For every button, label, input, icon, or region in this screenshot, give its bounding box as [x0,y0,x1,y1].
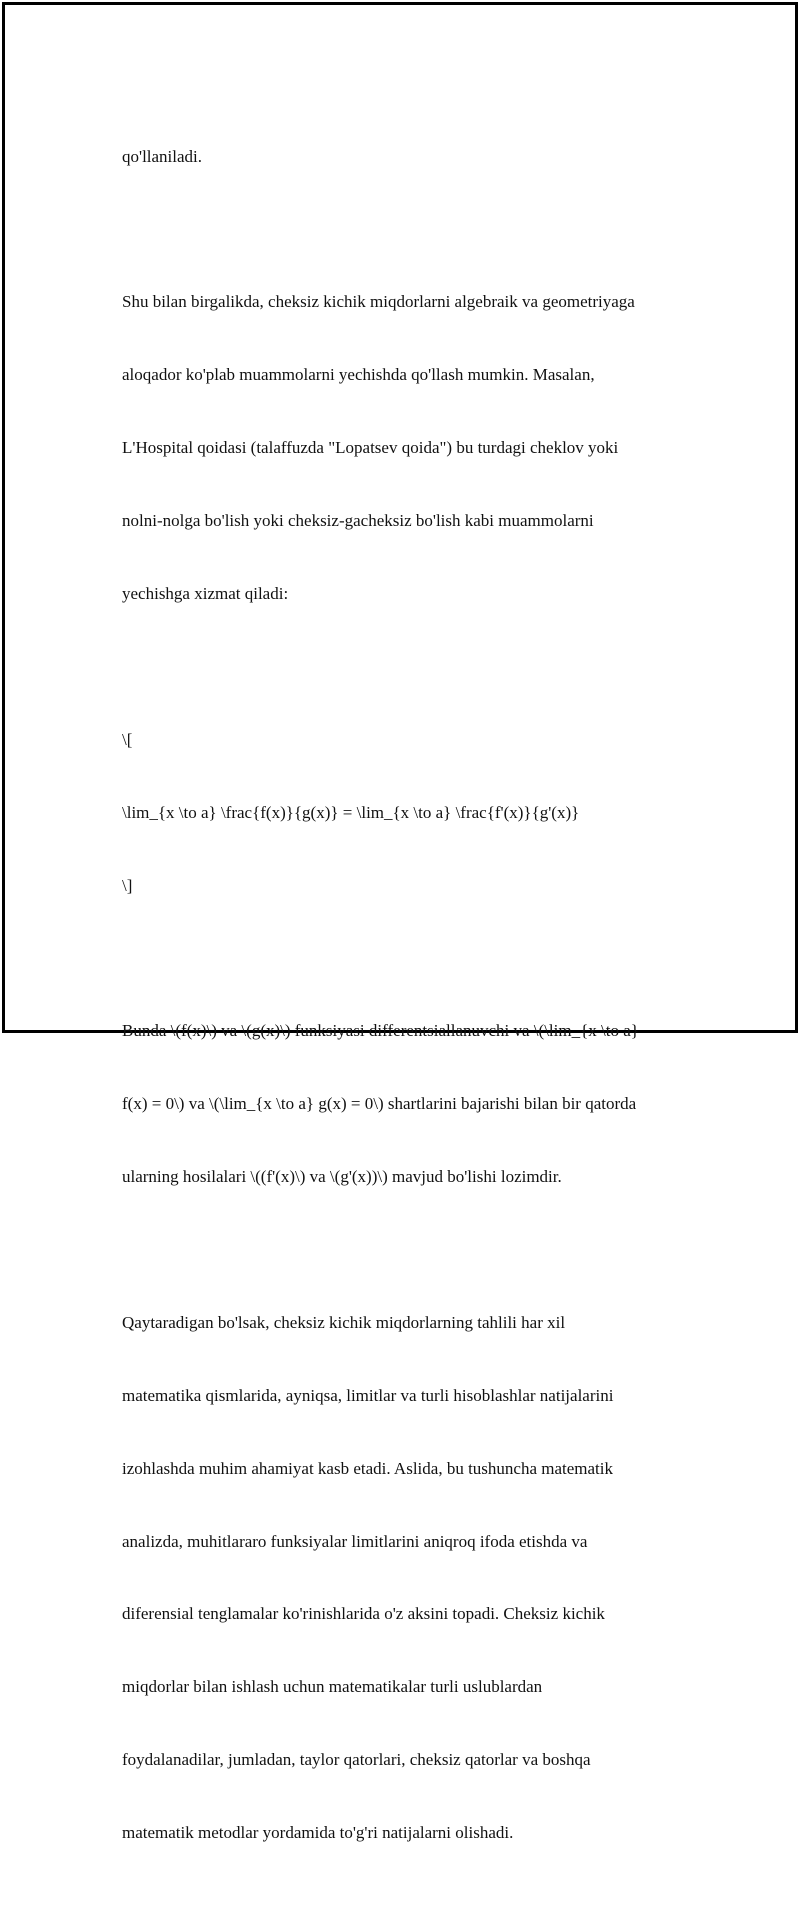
paragraph-summary [122,1262,697,1894]
text-line: matematika qismlarida, ayniqsa, limitlar va turli hisoblashlar natijalarini [122,1385,614,1405]
text-line: f(x) = 0\) va \(\lim_{x \to a} g(x) = 0\) shartlarini bajarishi bilan bir qatorda [122,1094,637,1114]
text-line: aloqador ko'plab muammolarni yechishda qo'llash mumkin. Masalan, [122,365,595,385]
paragraph-conditions [122,971,697,1238]
text-line: qo'llaniladi. [122,146,203,166]
formula-line: \lim_{x \to a} \frac{f(x)}{g(x)} = \lim_{x \to a} \frac{f'(x)}{g'(x)} [122,802,580,822]
text-line: matematik metodlar yordamida to'g'ri natijalarni olishadi. [122,1823,514,1843]
formula-block [122,679,697,946]
page-border [2,2,798,1843]
formula-line: \[ [122,729,133,749]
text-line: nolni-nolga bo'lish yoki cheksiz-gacheksiz bo'lish kabi muammolarni [122,511,594,531]
paragraph-continuation [122,96,697,217]
paragraph-algebraic-applications [122,242,697,655]
text-line: Shu bilan birgalikda, cheksiz kichik miqdorlarni algebraik va geometriyaga [122,292,635,312]
formula-line: \] [122,875,133,895]
text-line: Bunda \(f(x)\) va \(g(x)\) funksiyasi differentsiallanuvchi va \(\lim_{x \to a} [122,1021,639,1041]
text-line: L'Hospital qoidasi (talaffuzda "Lopatsev qoida") bu turdagi cheklov yoki [122,438,619,458]
document-body [122,96,697,1918]
text-line: ularning hosilalari \((f'(x)\) va \(g'(x))\) mavjud bo'lishi lozimdir. [122,1167,562,1187]
text-line: diferensial tenglamalar ko'rinishlarida o'z aksini topadi. Cheksiz kichik [122,1604,605,1624]
text-line: miqdorlar bilan ishlash uchun matematikalar turli uslublardan [122,1677,543,1697]
text-line: analizda, muhitlararo funksiyalar limitlarini aniqroq ifoda etishda va [122,1531,588,1551]
text-line: Qaytaradigan bo'lsak, cheksiz kichik miqdorlarning tahlili har xil [122,1312,566,1332]
text-line: foydalanadilar, jumladan, taylor qatorlari, cheksiz qatorlar va boshqa [122,1750,591,1770]
text-line: izohlashda muhim ahamiyat kasb etadi. Aslida, bu tushuncha matematik [122,1458,613,1478]
text-line: yechishga xizmat qiladi: [122,583,289,603]
